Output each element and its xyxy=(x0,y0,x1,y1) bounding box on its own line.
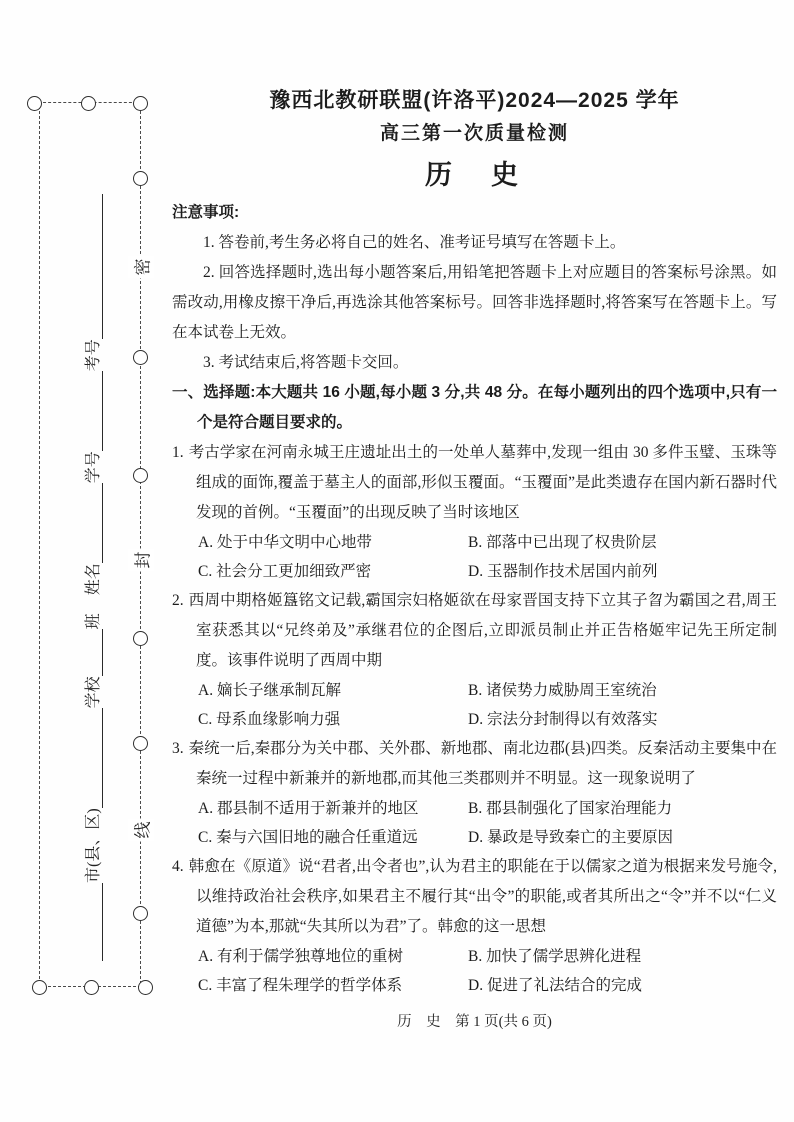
blank-line xyxy=(86,194,103,339)
question-1 xyxy=(172,438,777,586)
seal-margin xyxy=(0,0,170,1122)
question-text: 西周中期格姬簋铭文记载,霸国宗妇格姬欲在母家晋国支持下立其子曶为霸国之君,周王室获悉其以“兄终弟及”承继君位的企图后,立即派员制止并正告格姬牢记先王所定制度。该事件说明了西周中期 xyxy=(188,592,777,669)
seal-char-xian: 线 xyxy=(128,819,155,842)
blank-line xyxy=(86,483,103,563)
question-2 xyxy=(172,586,777,734)
seal-circle xyxy=(27,96,42,111)
blank-line xyxy=(86,629,103,676)
seal-circle xyxy=(32,980,47,995)
seal-circle xyxy=(133,468,148,483)
question-4 xyxy=(172,852,777,1000)
notice-heading: 注意事项: xyxy=(172,204,240,221)
option-c: C. 社会分工更加细致严密 xyxy=(198,563,372,580)
page-footer: 历 史 第 1 页(共 6 页) xyxy=(397,1014,552,1030)
seal-circle xyxy=(133,631,148,646)
option-row xyxy=(172,705,777,734)
blank-line xyxy=(86,371,103,451)
option-b: B. 郡县制强化了国家治理能力 xyxy=(468,800,673,817)
option-b: B. 诸侯势力威胁周王室统治 xyxy=(468,682,657,699)
option-c: C. 秦与六国旧地的融合任重道远 xyxy=(198,829,418,846)
option-d: D. 玉器制作技术居国内前列 xyxy=(468,563,658,580)
exam-content xyxy=(172,86,777,1034)
option-row xyxy=(172,971,777,1000)
section-heading: 一、选择题:本大题共 16 小题,每小题 3 分,共 48 分。在每小题列出的四个选项中,只有一个是符合题目要求的。 xyxy=(172,384,777,431)
field-label-city: 市(县、区) xyxy=(85,808,102,883)
seal-circle xyxy=(138,980,153,995)
question-number: 1. xyxy=(172,444,184,461)
seal-circle xyxy=(84,980,99,995)
option-row xyxy=(172,676,777,705)
seal-circle xyxy=(133,736,148,751)
question-stem xyxy=(172,852,777,942)
notice-item-2: 2. 回答选择题时,选出每小题答案后,用铅笔把答题卡上对应题目的答案标号涂黑。如需改动,用橡皮擦干净后,再选涂其他答案标号。回答非选择题时,将答案写在答题卡上。写在本试卷上无效。 xyxy=(172,264,777,341)
seal-dashed-line-outer xyxy=(39,106,40,984)
field-label-school: 学校 xyxy=(85,676,102,709)
seal-char-mi: 密 xyxy=(128,256,155,279)
student-info-fields xyxy=(77,141,103,961)
question-text: 秦统一后,秦郡分为关中郡、关外郡、新地郡、南北边郡(县)四类。反秦活动主要集中在秦统一过程中新兼并的新地郡,而其他三类郡则并不明显。这一现象说明了 xyxy=(188,740,777,787)
field-gap xyxy=(87,595,103,613)
question-number: 2. xyxy=(172,592,184,609)
option-b: B. 加快了儒学思辨化进程 xyxy=(468,948,642,965)
option-a: A. 处于中华文明中心地带 xyxy=(198,534,372,551)
option-a: A. 郡县制不适用于新兼并的地区 xyxy=(198,800,419,817)
question-text: 考古学家在河南永城王庄遗址出土的一处单人墓葬中,发现一组由 30 多件玉璧、玉珠等组成的面饰,覆盖于墓主人的面部,形似玉覆面。“玉覆面”是此类遗存在国内新石器时代发现的首例。“玉覆面”的出现反映了当时该地区 xyxy=(188,444,777,521)
option-row xyxy=(172,823,777,852)
exam-title-line1: 豫西北教研联盟(许洛平)2024—2025 学年 xyxy=(269,89,680,112)
field-label-student-id: 学号 xyxy=(85,451,102,484)
option-d: D. 暴政是导致秦亡的主要原因 xyxy=(468,829,673,846)
field-label-exam-id: 考号 xyxy=(85,339,102,372)
option-a: A. 嫡长子继承制瓦解 xyxy=(198,682,341,699)
seal-dashed-line-inner xyxy=(140,106,141,984)
field-label-name: 姓名 xyxy=(85,563,102,596)
option-d: D. 宗法分封制得以有效落实 xyxy=(468,711,658,728)
seal-circle xyxy=(133,350,148,365)
option-row xyxy=(172,557,777,586)
exam-subject-title: 历 史 xyxy=(425,160,524,190)
option-c: C. 丰富了程朱理学的哲学体系 xyxy=(198,977,403,994)
seal-circle xyxy=(81,96,96,111)
exam-title-line2: 高三第一次质量检测 xyxy=(379,123,569,144)
question-stem xyxy=(172,438,777,528)
field-label-class: 班 xyxy=(85,613,102,630)
question-stem xyxy=(172,734,777,794)
option-b: B. 部落中已出现了权贵阶层 xyxy=(468,534,657,551)
notice-item-1: 1. 答卷前,考生务必将自己的姓名、准考证号填写在答题卡上。 xyxy=(203,234,626,251)
question-number: 4. xyxy=(172,858,184,875)
option-row xyxy=(172,942,777,971)
seal-char-feng: 封 xyxy=(128,549,155,572)
notice-item-3: 3. 考试结束后,将答题卡交回。 xyxy=(203,354,409,371)
seal-circle xyxy=(133,96,148,111)
question-stem xyxy=(172,586,777,676)
question-text: 韩愈在《原道》说“君者,出令者也”,认为君主的职能在于以儒家之道为根据来发号施令,以维持政治社会秩序,如果君主不履行其“出令”的职能,或者其所出之“令”并不以“仁义道德”为本,那就“失其所以为君”了。韩愈的这一思想 xyxy=(188,858,777,935)
option-d: D. 促进了礼法结合的完成 xyxy=(468,977,642,994)
question-3 xyxy=(172,734,777,852)
option-a: A. 有利于儒学独尊地位的重树 xyxy=(198,948,403,965)
question-number: 3. xyxy=(172,740,184,757)
option-c: C. 母系血缘影响力强 xyxy=(198,711,341,728)
blank-line xyxy=(86,708,103,808)
seal-circle xyxy=(133,171,148,186)
option-row xyxy=(172,794,777,823)
blank-line xyxy=(86,883,103,961)
seal-circle xyxy=(133,906,148,921)
option-row xyxy=(172,528,777,557)
